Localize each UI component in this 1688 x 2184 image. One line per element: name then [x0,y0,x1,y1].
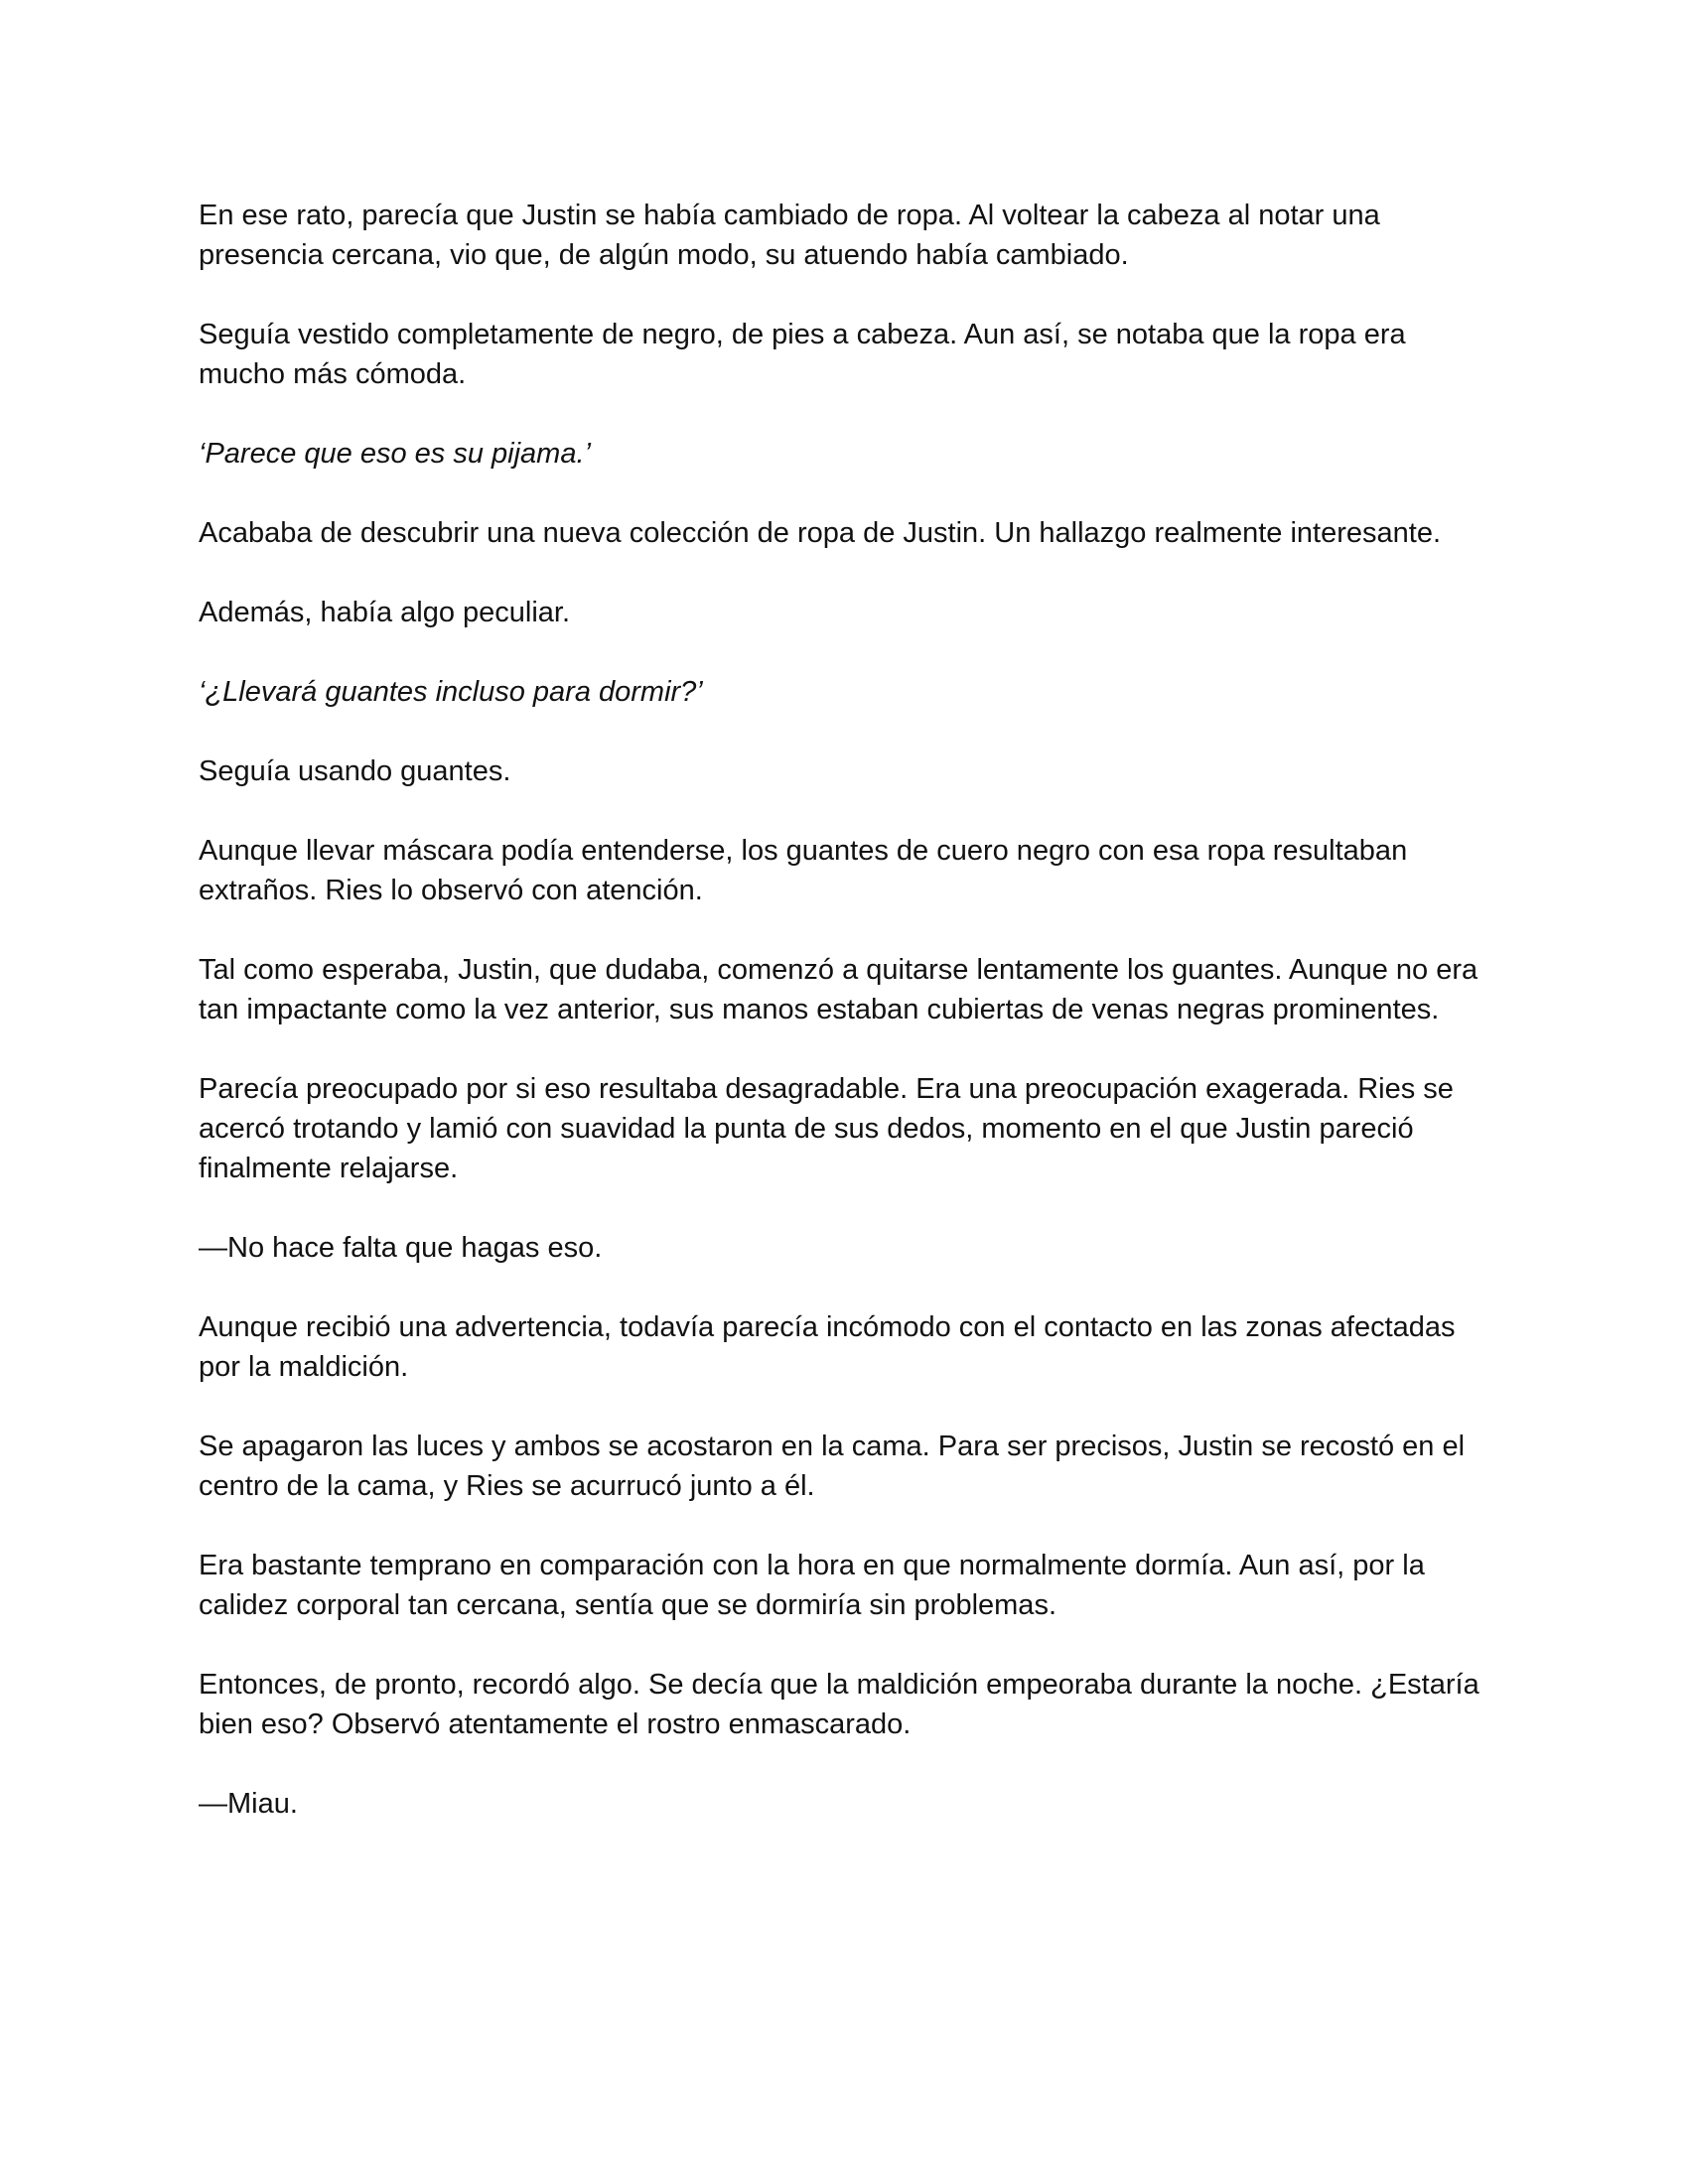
paragraph: Tal como esperaba, Justin, que dudaba, comenzó a quitarse lentamente los guantes. Aunque no era tan impactante como la vez anterior, sus manos estaban cubiertas de venas negras prominentes. [199,954,1478,1025]
paragraph-thought: ‘¿Llevará guantes incluso para dormir?’ [199,676,703,708]
paragraph: Acababa de descubrir una nueva colección de ropa de Justin. Un hallazgo realmente interesante. [199,517,1442,549]
paragraph-dialogue: —Miau. [199,1788,298,1820]
paragraph: Se apagaron las luces y ambos se acostaron en la cama. Para ser precisos, Justin se recostó en el centro de la cama, y Ries se acurrucó junto a él. [199,1431,1466,1502]
paragraph: Aunque llevar máscara podía entenderse, los guantes de cuero negro con esa ropa resultaban extraños. Ries lo observó con atención. [199,835,1408,906]
paragraph: Seguía usando guantes. [199,755,511,787]
paragraph: Aunque recibió una advertencia, todavía parecía incómodo con el contacto en las zonas afectadas por la maldición. [199,1311,1456,1383]
paragraph: Era bastante temprano en comparación con la hora en que normalmente dormía. Aun así, por la calidez corporal tan cercana, sentía que se dormiría sin problemas. [199,1550,1425,1621]
paragraph: Parecía preocupado por si eso resultaba desagradable. Era una preocupación exagerada. Ries se acercó trotando y lamió con suavidad la punta de sus dedos, momento en el que Justin pareció finalmente relajarse. [199,1073,1454,1184]
paragraph: En ese rato, parecía que Justin se había cambiado de ropa. Al voltear la cabeza al notar una presencia cercana, vio que, de algún modo, su atuendo había cambiado. [199,200,1380,271]
paragraph: Además, había algo peculiar. [199,597,571,628]
paragraph-dialogue: —No hace falta que hagas eso. [199,1232,603,1264]
paragraph-thought: ‘Parece que eso es su pijama.’ [199,438,591,470]
paragraph: Seguía vestido completamente de negro, de pies a cabeza. Aun así, se notaba que la ropa era mucho más cómoda. [199,319,1406,390]
paragraph: Entonces, de pronto, recordó algo. Se decía que la maldición empeoraba durante la noche. ¿Estaría bien eso? Observó atentamente el rostro enmascarado. [199,1669,1479,1740]
document-body [199,196,1489,1863]
